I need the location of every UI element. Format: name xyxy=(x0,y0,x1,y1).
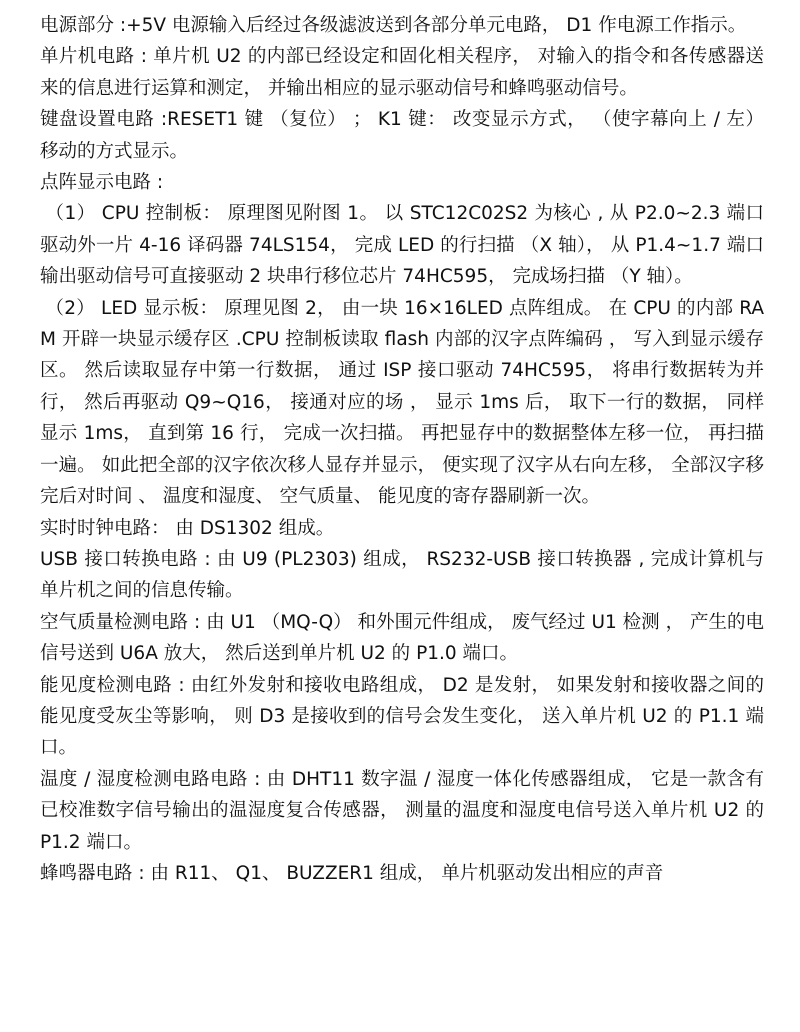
paragraph-mcu-circuit: 单片机电路 : 单片机 U2 的内部已经设定和固化相关程序， 对输入的指令和各传感器送来的信息进行运算和测定， 并输出相应的显示驱动信号和蜂鸣驱动信号。 xyxy=(40,46,764,99)
paragraph-dot-matrix-heading: 点阵显示电路 : xyxy=(40,172,164,194)
paragraph-visibility-circuit: 能见度检测电路 : 由红外发射和接收电路组成， D2 是发射， 如果发射和接收器之间的能见度受灰尘等影响， 则 D3 是接收到的信号会发生变化， 送入单片机 U2 的 P1.1 端口。 xyxy=(40,674,764,759)
paragraph-buzzer-circuit: 蜂鸣器电路 : 由 R11、 Q1、 BUZZER1 组成， 单片机驱动发出相应的声音 xyxy=(40,862,664,884)
paragraph-usb-circuit: USB 接口转换电路 : 由 U9 (PL2303) 组成， RS232-USB 接口转换器 , 完成计算机与单片机之间的信息传输。 xyxy=(40,548,764,602)
paragraph-cpu-board: （1） CPU 控制板： 原理图见附图 1。 以 STC12C02S2 为核心 , 从 P2.0~2.3 端口驱动外一片 4-16 译码器 74LS154， 完成 LED 的行扫描 （X 轴）， 从 P1.4~1.7 端口输出驱动信号可直接驱动 2 块串行移位芯片 74HC595， 完成场扫描 （Y 轴）。 xyxy=(40,203,764,288)
paragraph-keyboard-circuit: 键盘设置电路 :RESET1 键 （复位） ； K1 键： 改变显示方式， （使字幕向上 / 左） 移动的方式显示。 xyxy=(40,109,764,162)
paragraph-rtc-circuit: 实时时钟电路： 由 DS1302 组成。 xyxy=(40,517,335,539)
paragraph-temp-humidity-circuit: 温度 / 湿度检测电路电路 : 由 DHT11 数字温 / 湿度一体化传感器组成， 它是一款含有已校准数字信号输出的温湿度复合传感器， 测量的温度和湿度电信号送入单片机 U2 的 P1.2 端口。 xyxy=(40,768,764,853)
paragraph-power-supply: 电源部分 :+5V 电源输入后经过各级滤波送到各部分单元电路， D1 作电源工作指示。 xyxy=(40,15,747,36)
paragraph-led-board: （2） LED 显示板： 原理见图 2， 由一块 16×16LED 点阵组成。 在 CPU 的内部 RAM 开辟一块显示缓存区 .CPU 控制板读取 flash 内部的汉字点阵编码 ， 写入到显示缓存区。 然后读取显存中第一行数据， 通过 ISP 接口驱动 74HC595， 将串行数据转为并行， 然后再驱动 Q9~Q16， 接通对应的场 ， 显示 1ms 后， 取下一行的数据， 同样显示 1ms， 直到第 16 行， 完成一次扫描。 再把显存中的数据整体左移一位， 再扫描一遍。 如此把全部的汉字依次移人显存并显示， 便实现了汉字从右向左移， 全部汉字移完后对时间 、 温度和湿度、 空气质量、 能见度的寄存器刷新一次。 xyxy=(40,297,764,508)
paragraph-air-quality-circuit: 空气质量检测电路 : 由 U1 （MQ-Q） 和外围元件组成， 废气经过 U1 检测 ， 产生的电信号送到 U6A 放大， 然后送到单片机 U2 的 P1.0 端口。 xyxy=(40,611,764,665)
